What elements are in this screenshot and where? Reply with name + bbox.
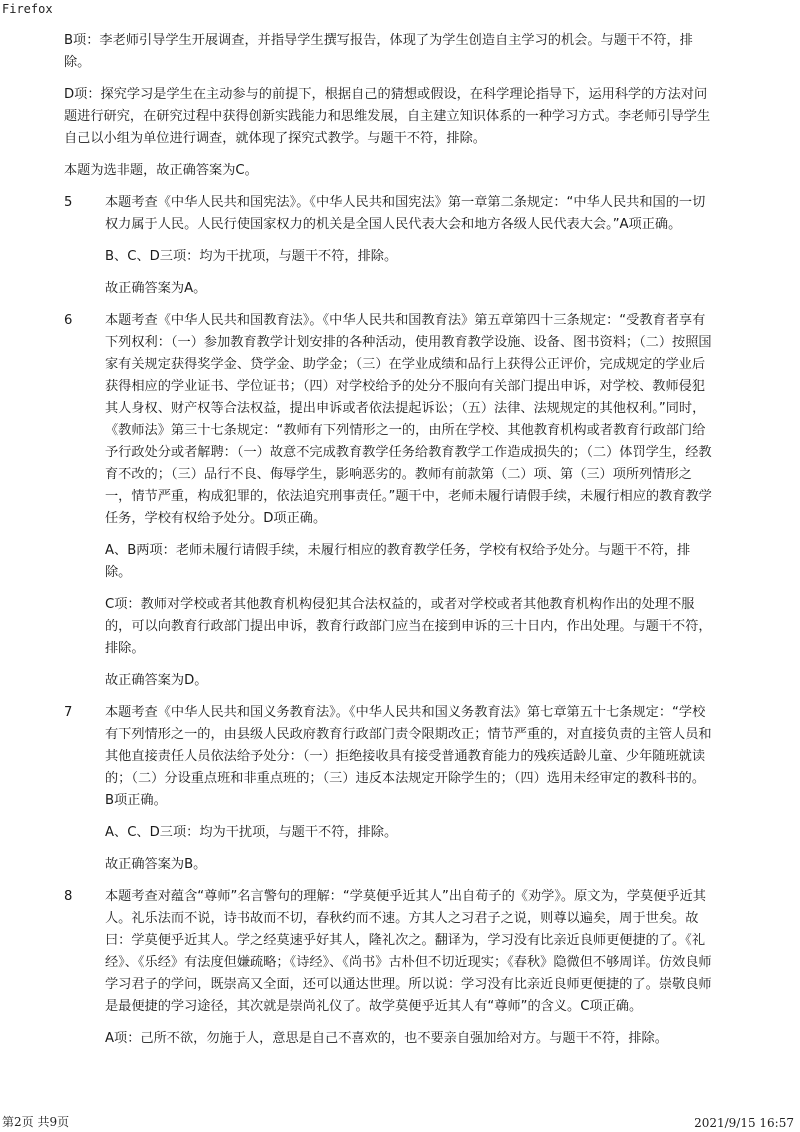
question-paragraph: 故正确答案为D。 — [105, 673, 208, 688]
question-paragraph: 本题考查《中华人民共和国教育法》。《中华人民共和国教育法》第五章第四十三条规定：“受教育者享有下列权利：（一）参加教育教学计划安排的各种活动，使用教育教学设施、设备、图书资料；（二）按照国家有关规定获得奖学金、贷学金、助学金；（三）在学业成绩和品行上获得公正评价，完成规定的学业后获得相应的学业证书、学位证书；（四）对学校给予的处分不服向有关部门提出申诉，对学校、教师侵犯其人身权、财产权等合法权益，提出申诉或者依法提起诉讼；（五）法律、法规规定的其他权利。”同时，《教师法》第三十七条规定：“教师有下列情形之一的，由所在学校、其他教育机构或者教育行政部门给予行政处分或者解聘：（一）故意不完成教育教学任务给教育教学工作造成损失的；（二）体罚学生，经教育不改的；（三）品行不良、侮辱学生，影响恶劣的。教师有前款第（二）项、第（三）项所列情形之一，情节严重，构成犯罪的，依法追究刑事责任。”题干中，老师未履行请假手续，未履行相应的教育教学任务，学校有权给予处分。D项正确。 — [105, 313, 712, 526]
question-paragraph: A、B两项：老师未履行请假手续，未履行相应的教育教学任务，学校有权给予处分。与题干不符，排除。 — [105, 543, 691, 580]
question-number: 7 — [64, 705, 73, 720]
question-paragraph: 故正确答案为A。 — [105, 281, 207, 296]
question-paragraph: 本题考查《中华人民共和国义务教育法》。《中华人民共和国义务教育法》第七章第五十七条规定：“学校有下列情形之一的，由县级人民政府教育行政部门责令限期改正；情节严重的，对直接负责的主管人员和其他直接责任人员依法给予处分：（一）拒绝接收具有接受普通教育能力的残疾适龄儿童、少年随班就读的；（二）分设重点班和非重点班的；（三）违反本法规定开除学生的；（四）选用未经审定的教科书的。B项正确。 — [105, 705, 712, 808]
question-5 — [64, 192, 714, 300]
question-paragraph: 故正确答案为B。 — [105, 857, 207, 872]
question-number: 6 — [64, 313, 73, 328]
question-number: 8 — [64, 889, 73, 904]
question-paragraph: 本题考查《中华人民共和国宪法》。《中华人民共和国宪法》第一章第二条规定：“中华人民共和国的一切权力属于人民。人民行使国家权力的机关是全国人民代表大会和地方各级人民代表大会。”A项正确。 — [105, 195, 706, 232]
browser-title: Firefox — [2, 2, 53, 16]
question-paragraph: A项：己所不欲，勿施于人，意思是自己不喜欢的，也不要亲自强加给对方。与题干不符，排除。 — [105, 1031, 668, 1046]
question-8 — [64, 886, 714, 1050]
question-number: 5 — [64, 195, 73, 210]
document-content — [64, 30, 714, 1060]
question-7 — [64, 702, 714, 876]
print-timestamp: 2021/9/15 16:57 — [694, 1116, 794, 1130]
answer-line: 本题为选非题，故正确答案为C。 — [64, 163, 258, 178]
option-b-explanation: B项：李老师引导学生开展调查，并指导学生撰写报告，体现了为学生创造自主学习的机会。与题干不符，排除。 — [64, 33, 693, 70]
question-paragraph: 本题考查对蕴含“尊师”名言警句的理解：“学莫便乎近其人”出自荀子的《劝学》。原文为，学莫便乎近其人。礼乐法而不说，诗书故而不切，春秋约而不速。方其人之习君子之说，则尊以遍矣，周于世矣。故曰：学莫便乎近其人。学之经莫速乎好其人，隆礼次之。翻译为，学习没有比亲近良师更便捷的了。《礼经》、《乐经》有法度但嫌疏略；《诗经》、《尚书》古朴但不切近现实；《春秋》隐微但不够周详。仿效良师学习君子的学问，既崇高又全面，还可以通达世理。所以说：学习没有比亲近良师更便捷的了。崇敬良师是最便捷的学习途径，其次就是崇尚礼仪了。故学莫便乎近其人有“尊师”的含义。C项正确。 — [105, 889, 712, 1014]
question-6 — [64, 310, 714, 692]
question-paragraph: B、C、D三项：均为干扰项，与题干不符，排除。 — [105, 249, 398, 264]
question-paragraph: C项：教师对学校或者其他教育机构侵犯其合法权益的，或者对学校或者其他教育机构作出的处理不服的，可以向教育行政部门提出申诉，教育行政部门应当在接到申诉的三十日内，作出处理。与题干不符，排除。 — [105, 597, 712, 656]
option-d-explanation: D项：探究学习是学生在主动参与的前提下，根据自己的猜想或假设，在科学理论指导下，运用科学的方法对问题进行研究，在研究过程中获得创新实践能力和思维发展，自主建立知识体系的一种学习方式。李老师引导学生自己以小组为单位进行调查，就体现了探究式教学。与题干不符，排除。 — [64, 87, 711, 146]
question-paragraph: A、C、D三项：均为干扰项，与题干不符，排除。 — [105, 825, 398, 840]
page-info: 第2页 共9页 — [2, 1115, 70, 1129]
